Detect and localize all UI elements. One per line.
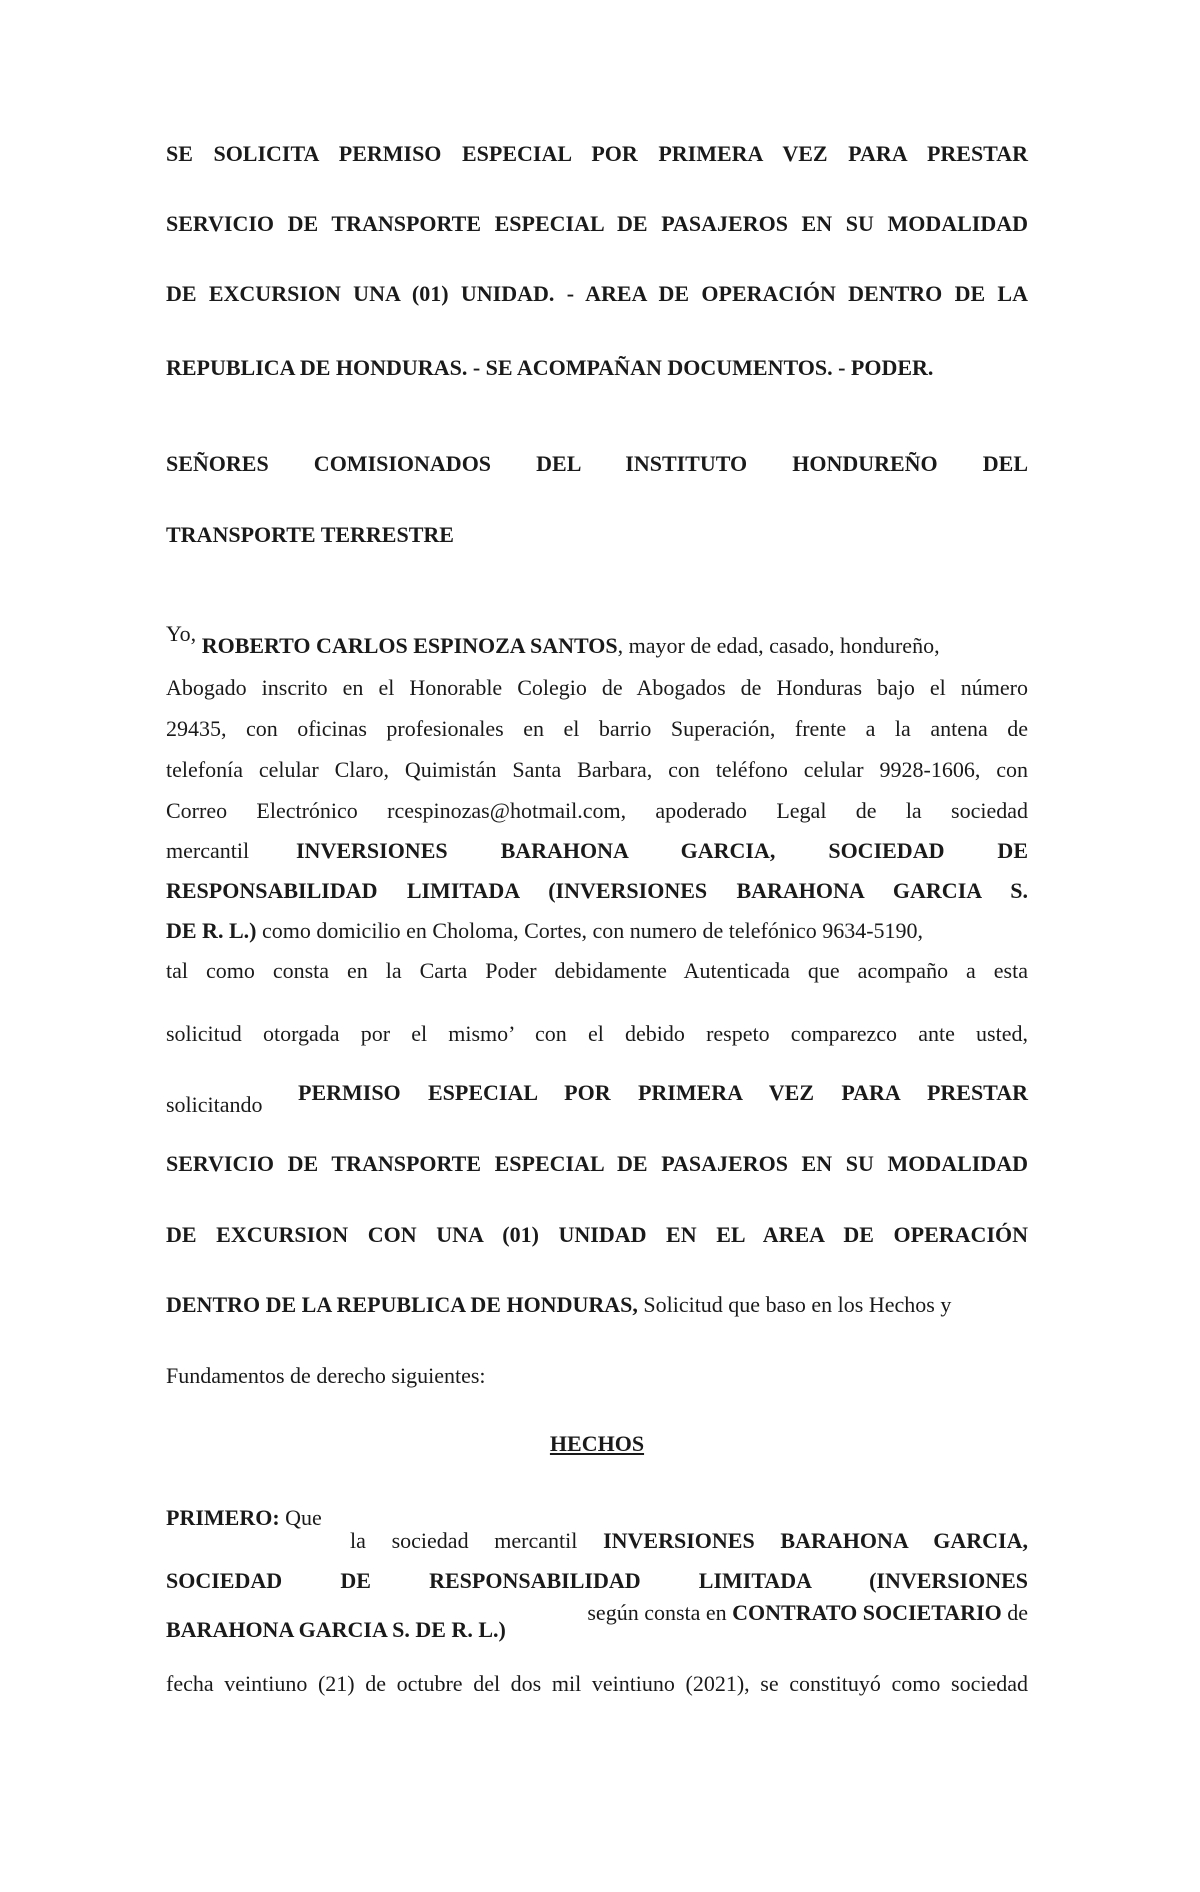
applicant-name: ROBERTO CARLOS ESPINOZA SANTOS [201,633,618,658]
body-line-6 [166,836,1028,866]
body-line-15: Fundamentos de derecho siguientes: [166,1363,486,1388]
fact-company-1: INVERSIONES BARAHONA GARCIA, [603,1528,1028,1553]
fact-que: Que [285,1505,322,1530]
fact-line-1-pre: la sociedad mercantil [350,1528,604,1553]
body-line-14 [166,1290,1028,1320]
fact-label-primero: PRIMERO: [166,1505,280,1530]
body-line-11-pre: solicitando [166,1092,263,1117]
body-line-2: Abogado inscrito en el Honorable Colegio de Abogados de Honduras bajo el número [166,675,1028,700]
request-line-4: DENTRO DE LA REPUBLICA DE HONDURAS, [166,1292,638,1317]
body-line-1 [166,621,1028,661]
fact-company-3: BARAHONA GARCIA S. DE R. L.) [166,1617,506,1642]
company-name-1: INVERSIONES BARAHONA GARCIA, SOCIEDAD DE [296,838,1028,863]
body-line-11 [166,1078,1028,1117]
request-line-1: PERMISO ESPECIAL POR PRIMERA VEZ PARA PRESTAR [298,1080,1028,1105]
fact-line-1b [350,1526,1028,1556]
section-title-hechos: HECHOS [549,1431,645,1456]
body-line-8-rest: como domicilio en Choloma, Cortes, con numero de telefónico 9634-5190, [256,918,924,943]
body-line-1-rest: , mayor de edad, casado, hondureño, [617,633,940,658]
body-line-3: 29435, con oficinas profesionales en el barrio Superación, frente a la antena de [166,716,1028,741]
fact-line-3-end: de [1001,1600,1028,1625]
body-line-14-rest: Solicitud que baso en los Hechos y [637,1292,952,1317]
body-line-10: solicitud otorgada por el mismo’ con el debido respeto comparezco ante usted, [166,1021,1028,1046]
body-line-4: telefonía celular Claro, Quimistán Santa Barbara, con teléfono celular 9928-1606, con [166,757,1028,782]
request-line-3: DE EXCURSION CON UNA (01) UNIDAD EN EL AREA DE OPERACIÓN [166,1222,1028,1247]
body-line-8 [166,916,1028,946]
body-yo: Yo, [166,621,197,646]
company-name-3: DE R. L.) [166,918,257,943]
fact-line-4: fecha veintiuno (21) de octubre del dos mil veintiuno (2021), se constituyó como sociedad [166,1671,1028,1696]
request-line-2: SERVICIO DE TRANSPORTE ESPECIAL DE PASAJEROS EN SU MODALIDAD [166,1151,1028,1176]
heading-line-1: SE SOLICITA PERMISO ESPECIAL POR PRIMERA VEZ PARA PRESTAR [166,141,1028,166]
fact-contract: CONTRATO SOCIETARIO [732,1600,1002,1625]
company-name-2: RESPONSABILIDAD LIMITADA (INVERSIONES BARAHONA GARCIA S. [166,878,1028,903]
body-line-9: tal como consta en la Carta Poder debidamente Autenticada que acompaño a esta [166,958,1028,983]
heading-line-3: DE EXCURSION UNA (01) UNIDAD. - AREA DE OPERACIÓN DENTRO DE LA [166,281,1028,306]
body-line-5: Correo Electrónico rcespinozas@hotmail.com, apoderado Legal de la sociedad [166,798,1028,823]
fact-line-3b [580,1598,1028,1628]
fact-company-2: SOCIEDAD DE RESPONSABILIDAD LIMITADA (INVERSIONES [166,1568,1028,1593]
addressee-line-2: TRANSPORTE TERRESTRE [166,522,454,547]
heading-line-2: SERVICIO DE TRANSPORTE ESPECIAL DE PASAJEROS EN SU MODALIDAD [166,211,1028,236]
heading-line-4: REPUBLICA DE HONDURAS. - SE ACOMPAÑAN DOCUMENTOS. - PODER. [166,355,934,380]
body-line-6-pre: mercantil [166,838,250,863]
fact-line-3-mid: según consta en [587,1600,733,1625]
addressee-line-1: SEÑORES COMISIONADOS DEL INSTITUTO HONDUREÑO DEL [166,451,1028,476]
